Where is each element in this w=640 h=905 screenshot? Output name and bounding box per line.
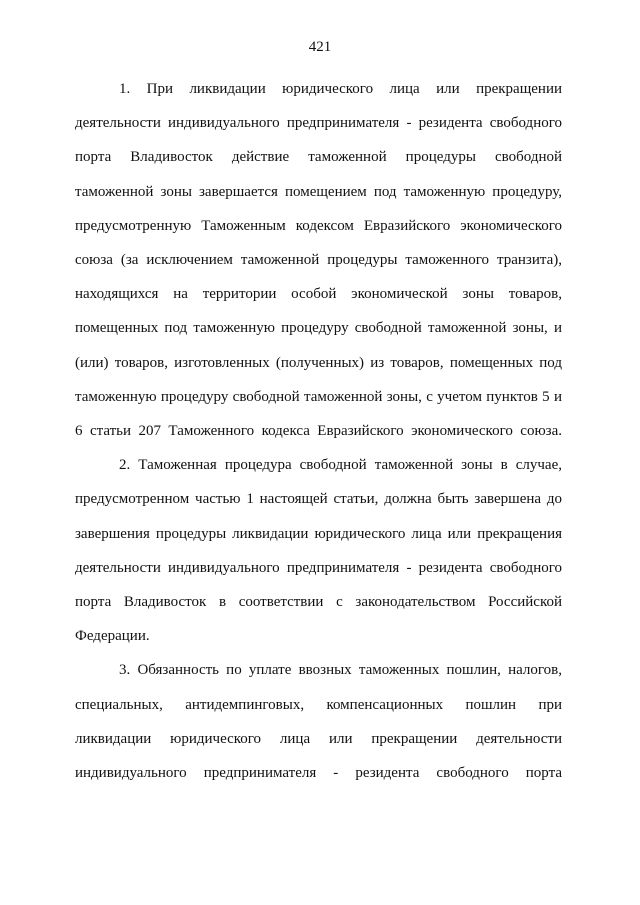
paragraph-2 — [75, 448, 562, 653]
paragraph-3 — [75, 653, 562, 790]
text-line: таможенную процедуру свободной таможенной зоны, с учетом пунктов 5 и — [75, 388, 562, 405]
text-line: индивидуального предпринимателя - резидента свободного порта — [75, 765, 562, 782]
text-line: (или) товаров, изготовленных (полученных) из товаров, помещенных под — [75, 354, 562, 371]
text-line: союза (за исключением таможенной процедуры таможенного транзита), — [75, 252, 562, 269]
document-body — [75, 72, 562, 790]
text-line: порта Владивосток в соответствии с законодательством Российской — [75, 594, 562, 611]
text-line: 6 статьи 207 Таможенного кодекса Евразийского экономического союза. — [75, 423, 562, 440]
text-line: порта Владивосток действие таможенной процедуры свободной — [75, 149, 562, 166]
text-line: 3. Обязанность по уплате ввозных таможенных пошлин, налогов, — [119, 662, 562, 679]
text-line: 1. При ликвидации юридического лица или прекращении — [119, 81, 562, 97]
page-number: 421 — [308, 39, 332, 55]
text-line: ликвидации юридического лица или прекращении деятельности — [75, 730, 562, 747]
text-line: Федерации. — [75, 628, 150, 645]
text-line: помещенных под таможенную процедуру свободной таможенной зоны, и — [75, 320, 562, 337]
text-line: деятельности индивидуального предпринимателя - резидента свободного — [75, 115, 562, 132]
text-line: предусмотренном частью 1 настоящей статьи, должна быть завершена до — [75, 491, 562, 508]
paragraph-1 — [75, 72, 562, 448]
text-line: завершения процедуры ликвидации юридического лица или прекращения — [75, 525, 562, 542]
text-line: предусмотренную Таможенным кодексом Евразийского экономического — [75, 217, 562, 234]
text-line: 2. Таможенная процедура свободной таможенной зоны в случае, — [119, 457, 562, 474]
text-line: находящихся на территории особой экономической зоны товаров, — [75, 286, 562, 303]
text-line: деятельности индивидуального предпринимателя - резидента свободного — [75, 559, 562, 576]
text-line: специальных, антидемпинговых, компенсационных пошлин при — [75, 696, 562, 713]
text-line: таможенной зоны завершается помещением под таможенную процедуру, — [75, 183, 562, 200]
